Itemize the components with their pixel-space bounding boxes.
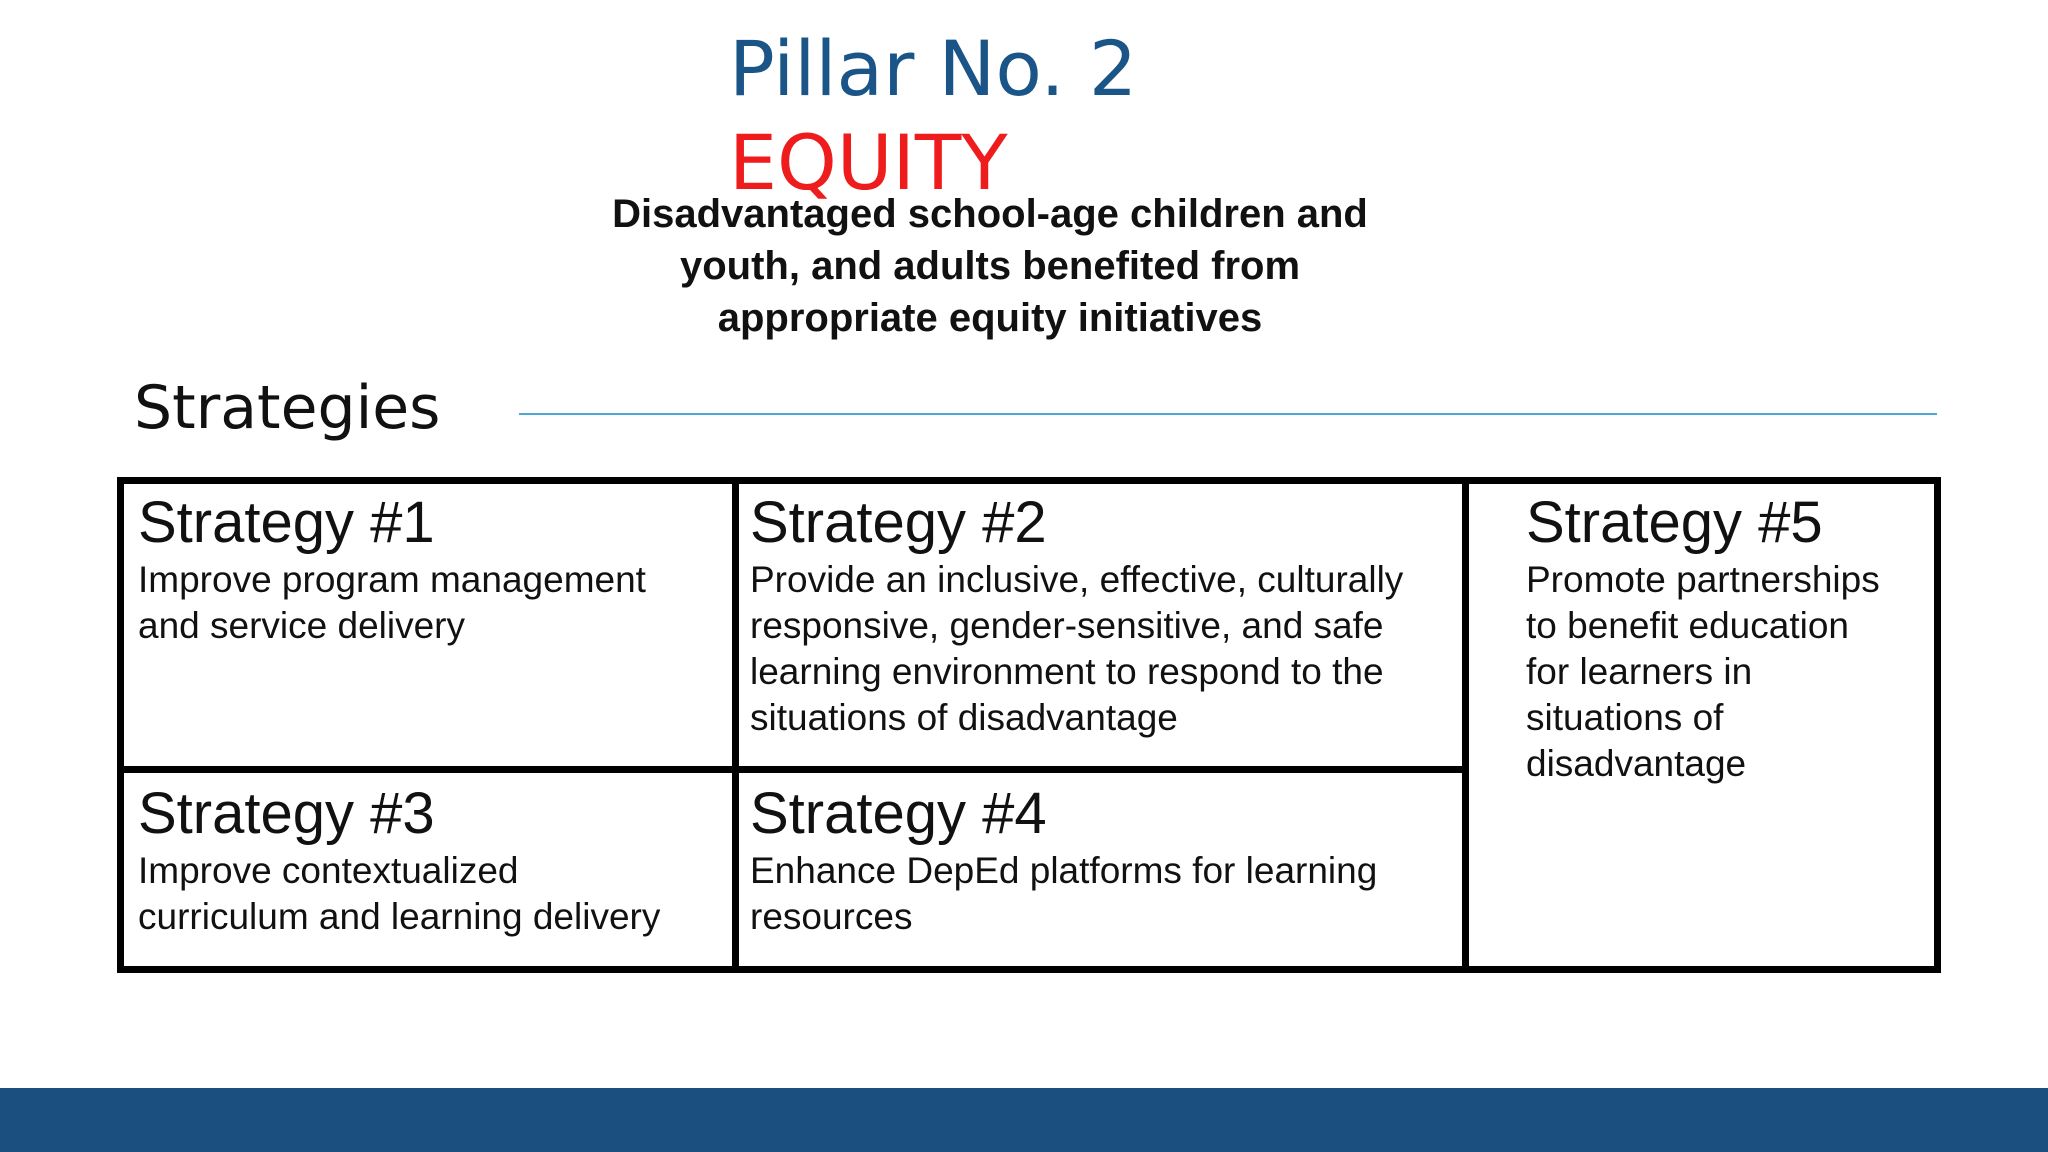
description-line: and service delivery	[138, 605, 465, 646]
heading-divider	[519, 413, 1937, 415]
strategy-description	[1526, 557, 1926, 787]
subtitle-line: Disadvantaged school-age children and	[612, 192, 1368, 236]
subtitle-line: appropriate equity initiatives	[717, 296, 1263, 340]
strategy-description	[750, 557, 1455, 741]
subtitle-line: youth, and adults benefited from	[679, 244, 1301, 288]
description-line: situations of disadvantage	[750, 697, 1178, 738]
strategy-cell-3	[138, 781, 728, 940]
grid-divider	[124, 766, 1469, 773]
description-line: responsive, gender-sensitive, and safe	[750, 605, 1384, 646]
pillar-name: EQUITY	[729, 118, 1008, 207]
strategy-title: Strategy #3	[138, 781, 435, 846]
pillar-subtitle	[540, 188, 1440, 344]
strategy-cell-2	[750, 490, 1455, 741]
strategy-cell-1	[138, 490, 728, 649]
description-line: Enhance DepEd platforms for learning	[750, 850, 1378, 891]
description-line: to benefit education	[1526, 605, 1849, 646]
strategy-title: Strategy #2	[750, 490, 1047, 555]
footer-bar	[0, 1088, 2048, 1152]
strategy-description	[750, 848, 1455, 940]
grid-divider	[732, 484, 739, 966]
description-line: Improve contextualized	[138, 850, 519, 891]
description-line: Improve program management	[138, 559, 646, 600]
strategy-title: Strategy #5	[1526, 490, 1823, 555]
strategy-cell-5	[1526, 490, 1926, 787]
grid-divider	[1462, 484, 1469, 966]
description-line: Provide an inclusive, effective, culturally	[750, 559, 1404, 600]
description-line: situations of	[1526, 697, 1724, 738]
pillar-title: Pillar No. 2	[729, 24, 1138, 113]
strategy-title: Strategy #1	[138, 490, 435, 555]
strategy-description	[138, 848, 728, 940]
strategy-description	[138, 557, 728, 649]
description-line: resources	[750, 896, 913, 937]
strategies-grid	[117, 477, 1941, 973]
description-line: disadvantage	[1526, 743, 1747, 784]
description-line: curriculum and learning delivery	[138, 896, 661, 937]
description-line: for learners in	[1526, 651, 1753, 692]
strategies-heading: Strategies	[134, 373, 441, 443]
description-line: learning environment to respond to the	[750, 651, 1384, 692]
strategy-title: Strategy #4	[750, 781, 1047, 846]
description-line: Promote partnerships	[1526, 559, 1880, 600]
strategy-cell-4	[750, 781, 1455, 940]
